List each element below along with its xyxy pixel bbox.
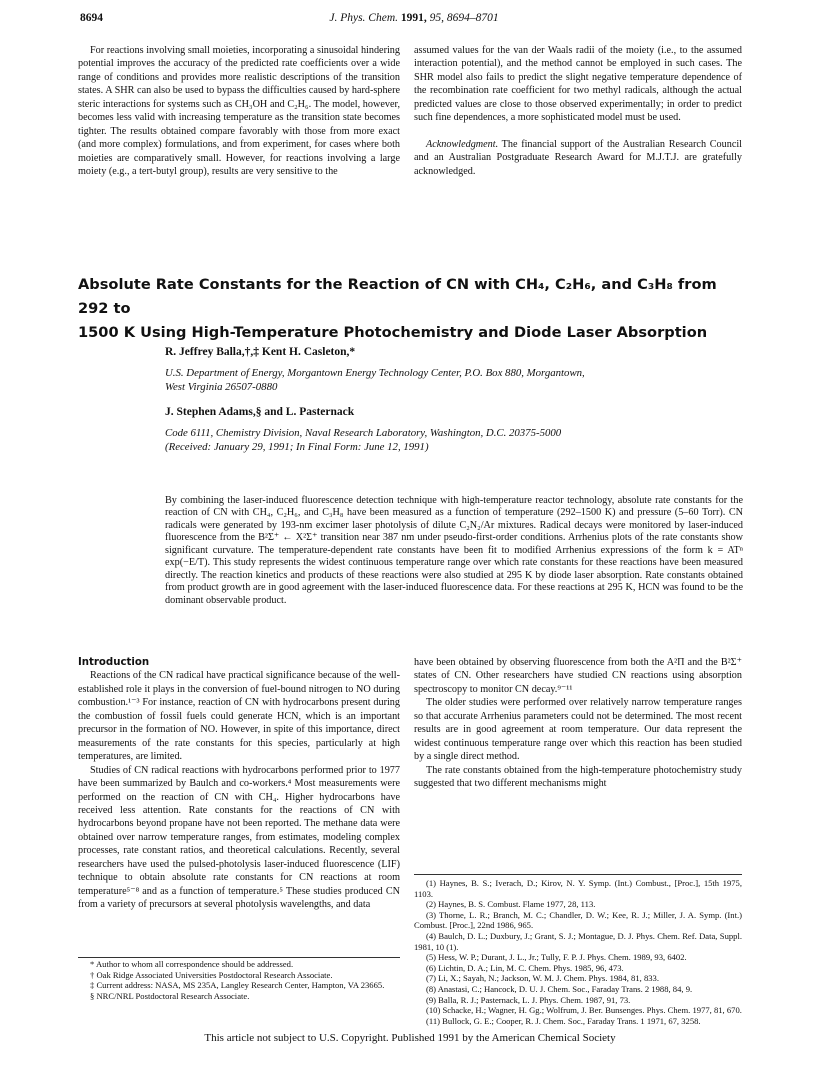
reference-item: (2) Haynes, B. S. Combust. Flame 1977, 28, 113. — [426, 899, 596, 910]
reference-item: (11) Bullock, G. E.; Cooper, R. J. Chem. Soc., Faraday Trans. 1 1971, 67, 3258. — [426, 1015, 701, 1026]
article-title-line-2: 1500 K Using High-Temperature Photochemistry and Diode Laser Absorption — [78, 324, 708, 341]
footnote: † Oak Ridge Associated Universities Postdoctoral Research Associate. — [90, 969, 333, 980]
body-left-column — [78, 656, 400, 912]
reference-list — [414, 874, 742, 1026]
author-footnotes — [78, 957, 400, 1001]
abstract — [165, 495, 743, 607]
previous-article-text-right: assumed values for the van der Waals radii of the moiety (i.e., to the assumed interaction potential), and the method cannot be employed in such cases. The SHR model also fails to predict the slight negative temperature dependence of the recombination rate coefficient for two methyl radicals, although the actual predicted values are close to those observed experimentally; in order to predict such fine dependences, a more sophisticated model must be used. — [414, 45, 742, 124]
article-title-line-1: Absolute Rate Constants for the Reaction of CN with CH₄, C₂H₆, and C₃H₈ from 292 to — [78, 276, 717, 317]
body-paragraph: The older studies were performed over relatively narrow temperature ranges so that accurate Arrhenius parameters could not be determined. The most recent results are in good agreement at room temperature. Our data represent the widest continuous temperature range over which this reaction has been studied by a single direct method. — [414, 697, 742, 763]
affiliation-1-line-2: West Virginia 26507-0880 — [165, 381, 278, 394]
running-header — [80, 12, 748, 30]
abstract-text: By combining the laser-induced fluorescence detection technique with high-temperature reactor technology, absolute rate constants for the reaction of CN with CH₄, C₂H₆, and C₃H₈ have been measured as a function of temperature (292–1500 K) and pressure (5–60 Torr). CN radicals were generated by 193-nm excimer laser photolysis of dilute C₂N₂/Ar mixtures. Radical decays were monitored by laser-induced fluorescence from the B²Σ⁺ ← X²Σ⁺ transition near 387 nm under pseudo-first-order conditions. Arrhenius plots of the rate constants show significant curvature. The temperature-dependent rate constants have been fit to modified Arrhenius expressions of the form k = ATⁿ exp(−E/T). This study represents the widest continuous temperature range over which rate constants for these reactions have been measured directly. The reaction kinetics and products of these reactions were also studied at 295 K by diode laser absorption. Rate constants obtained from product growth are in good agreement with the laser-induced fluorescence data. For these reactions at 295 K, HCN was found to be the dominant observable product. — [165, 495, 743, 606]
body-paragraph: The rate constants obtained from the high-temperature photochemistry study suggested that two different mechanisms might — [414, 764, 742, 790]
previous-article-text-left: For reactions involving small moieties, incorporating a sinusoidal hindering potential improves the accuracy of the predicted rate coefficients over a wide range of conditions and provides more realistic descriptions of the transition states. A SHR can also be used to bypass the difficulties caused by hard-sphere steric interactions for systems such as CH₃OH and C₂H₆. The model, however, becomes less valid with increasing temperature as the transition state becomes tighter. The results obtained compare favorably with those from more exact (and more complex) formulations, and from experiment, for cases where both moieties are comparatively small. However, for reactions involving a large moiety (e.g., a tert-butyl group), results are very sensitive to the — [78, 45, 400, 178]
reference-item: (4) Baulch, D. L.; Duxbury, J.; Grant, S. J.; Montague, D. J. Phys. Chem. Ref. Data, Suppl. 1981, 10 (1). — [414, 930, 742, 952]
article-title — [78, 273, 750, 345]
footnote: * Author to whom all correspondence should be addressed. — [90, 959, 294, 969]
affiliation-1 — [165, 366, 765, 395]
page-number: 8694 — [80, 12, 103, 24]
reference-item: (6) Lichtin, D. A.; Lin, M. C. Chem. Phys. 1985, 96, 473. — [426, 962, 624, 973]
body-paragraph: have been obtained by observing fluorescence from both the A²Π and the B²Σ⁺ states of CN. Other researchers have studied CN reactions using absorption spectroscopy to monitor CN decay.⁹⁻¹¹ — [414, 657, 742, 695]
journal-name: J. Phys. Chem. — [329, 12, 399, 24]
footnote: § NRC/NRL Postdoctoral Research Associate. — [90, 990, 250, 1001]
journal-citation — [80, 12, 748, 24]
acknowledgment — [414, 138, 742, 178]
section-heading-introduction: Introduction — [78, 657, 150, 668]
reference-item: (8) Anastasi, C.; Hancock, D. U. J. Chem. Soc., Faraday Trans. 2 1988, 84, 9. — [426, 983, 693, 994]
previous-article-left-column — [78, 44, 400, 179]
reference-item: (7) Li, X.; Sayah, N.; Jackson, W. M. J. Chem. Phys. 1984, 81, 833. — [426, 973, 659, 984]
acknowledgment-label: Acknowledgment. — [426, 138, 499, 150]
affiliation-2 — [165, 426, 765, 455]
affiliation-2-line-2: (Received: January 29, 1991; In Final Form: June 12, 1991) — [165, 441, 429, 454]
reference-item: (5) Hess, W. P.; Durant, J. L., Jr.; Tully, F. P. J. Phys. Chem. 1989, 93, 6402. — [426, 952, 687, 963]
body-paragraph: Reactions of the CN radical have practical significance because of the well-established role it plays in the conversion of fuel-bound nitrogen to NO during combustion.¹⁻³ For instance, reaction of CN with hydrocarbons present during the combustion of fossil fuels could generate HCN, which is an important precursor in the formation of NO. However, in spite of this importance, direct measurements of the rate constants for this species, particularly at high temperatures, are limited. — [78, 670, 400, 763]
previous-article-right-column — [414, 44, 742, 178]
affiliation-1-line-1: U.S. Department of Energy, Morgantown Energy Technology Center, P.O. Box 880, Morgantown, — [165, 367, 585, 379]
reference-item: (1) Haynes, B. S.; Iverach, D.; Kirov, N. Y. Symp. (Int.) Combust., [Proc.], 15th 1975, 1103. — [414, 878, 742, 899]
copyright-footer: This article not subject to U.S. Copyright. Published 1991 by the American Chemical Society — [204, 1032, 616, 1044]
reference-item: (9) Balla, R. J.; Pasternack, L. J. Phys. Chem. 1987, 91, 73. — [426, 994, 631, 1005]
journal-year: 1991, — [400, 12, 427, 24]
journal-volume-pages: 95, 8694–8701 — [429, 12, 499, 24]
affiliation-2-line-1: Code 6111, Chemistry Division, Naval Research Laboratory, Washington, D.C. 20375-5000 — [165, 427, 562, 439]
footnote: ‡ Current address: NASA, MS 235A, Langley Research Center, Hampton, VA 23665. — [90, 980, 385, 991]
acknowledgment-text: The financial support of the Australian Research Council and an Australian Postgraduate Research Award for M.J.T.J. are gratefully acknowledged. — [414, 138, 742, 177]
author-list-1: R. Jeffrey Balla,†,‡ Kent H. Casleton,* — [165, 346, 356, 358]
reference-item: (3) Thorne, L. R.; Branch, M. C.; Chandler, D. W.; Kee, R. J.; Miller, J. A. Symp. (Int.) Combust. [Proc.], 22nd 1986, 965. — [414, 909, 742, 931]
author-list-2: J. Stephen Adams,§ and L. Pasternack — [165, 406, 355, 418]
reference-item: (10) Schacke, H.; Wagner, H. Gg.; Wolfrum, J. Ber. Bunsenges. Phys. Chem. 1977, 81, 670. — [426, 1005, 742, 1016]
body-paragraph: Studies of CN radical reactions with hydrocarbons performed prior to 1977 have been summarized by Baulch and co-workers.⁴ Most measurements were performed on the reaction of CN with CH₄. Higher hydrocarbons have received less attention. Rate constants for the reactions of CN with hydrocarbons beyond propane have not been reported. The methane data were obtained over narrow temperature ranges, from estimates, modeling complex processes, rate constant ratios, and theoretical calculations. Recently, several researchers have used the pulsed-photolysis laser-induced fluorescence (LIF) technique to obtain absolute rate constants for CN reactions at room temperature⁵⁻⁸ and as a function of temperature.⁵ These studies produced CN from a variety of precursors at several photolysis wavelengths, and data — [78, 764, 400, 911]
body-right-column — [414, 656, 742, 791]
